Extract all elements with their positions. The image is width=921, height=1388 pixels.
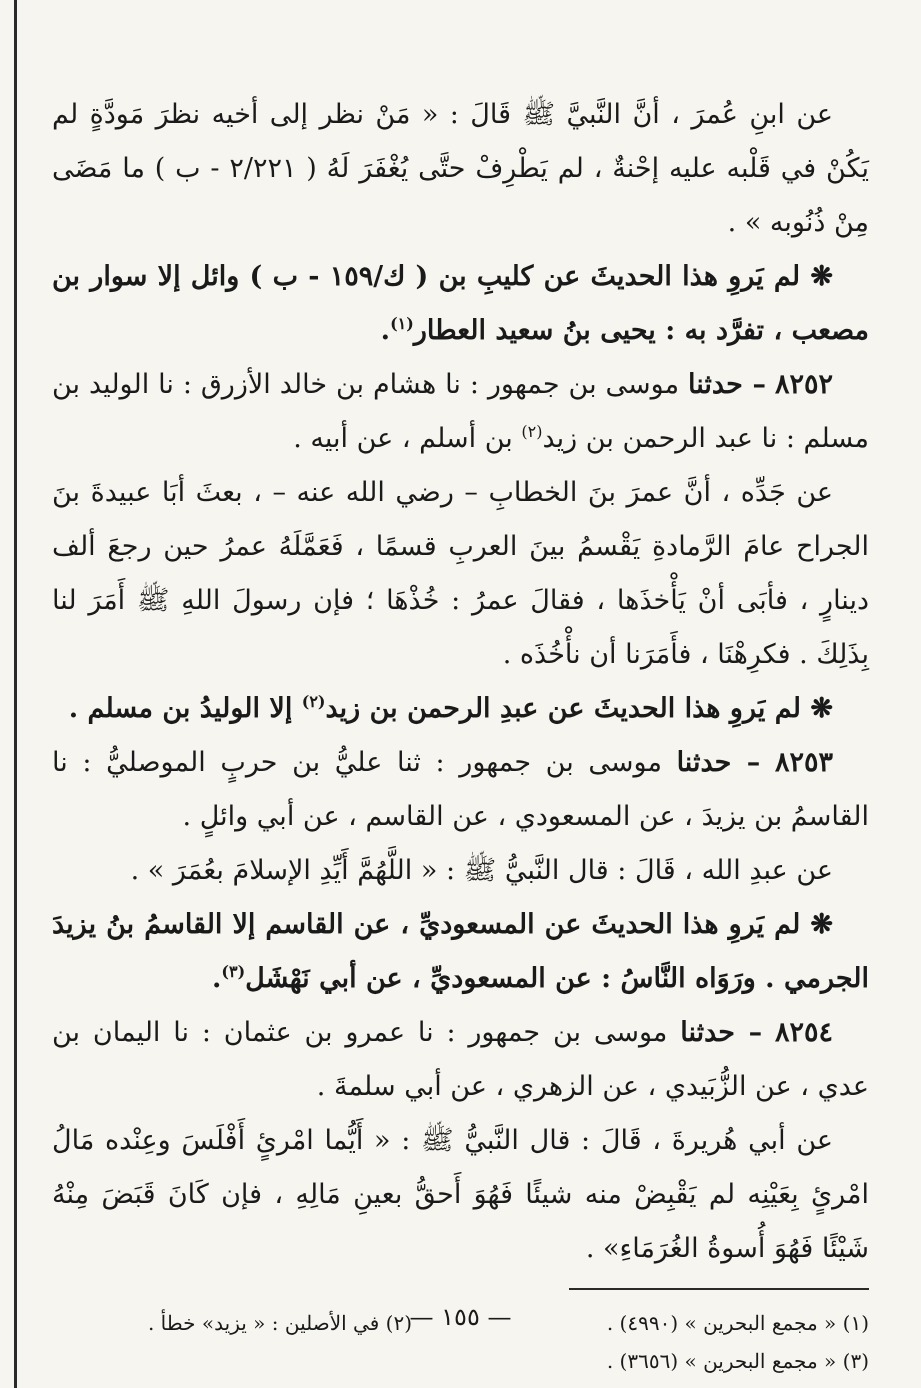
paragraph-commentary: ❋ لم يَروِ هذا الحديثَ عن عبدِ الرحمن بن زيد$^{(٢)}$ إلا الوليدُ بن مسلم . — [68, 692, 833, 724]
footnote-separator — [569, 1288, 869, 1290]
paragraph-hadith-text: عن جَدِّه ، أنَّ عمرَ بنَ الخطابِ – رضي الله عنه – ، بعثَ أبَا عبيدةَ بنَ الجراح عامَ الرَّمادةِ يَقْسمُ بينَ العربِ قسمًا ، فَعَمَّلَهُ عمرُ حين رجعَ ألف دينارٍ ، فأبَى أنْ يَأْخذَها ، فقالَ عمرُ : خُذْهَا ؛ فإن رسولَ اللهِ ﷺ أَمَرَ لنا بِذَلِكَ . فكرِهْنَا ، فأَمَرَنا أن نأْخُذَه . — [52, 477, 869, 670]
footnote-ref: (٢) — [301, 692, 326, 711]
paragraph-commentary: ❋ لم يَروِ هذا الحديثَ عن المسعوديِّ ، عن القاسم إلا القاسمُ بنُ يزيدَ الجرمي . ورَوَاه النَّاسُ : عن المسعوديِّ ، عن أبي نَهْشَل$^{(٣)}$. — [52, 909, 869, 994]
footnote-row — [52, 1342, 869, 1380]
chain-lead: حدثنا — [680, 1017, 735, 1048]
page-number: — ١٥٥ — — [409, 1303, 512, 1331]
paragraph-hadith-text: عن أبي هُريرةَ ، قَالَ : قال النَّبيُّ ﷺ : « أَيُّما امْرئٍ أَفْلَسَ وعِنْده مَالُ امْرئٍ بِعَيْنِه لم يَقْبِضْ منه شيئًا فَهُوَ أَحقُّ بعينِ مَالِهِ ، فإن كَانَ قَبَضَ مِنْهُ شَيْئًا فَهُوَ أُسوةُ الغُرَمَاءِ» . — [52, 1125, 869, 1264]
paragraph-hadith-text: عن عبدِ الله ، قَالَ : قال النَّبيُّ ﷺ : « اللَّهُمَّ أَيِّدِ الإسلامَ بعُمَرَ » . — [130, 855, 833, 886]
paragraph-hadith-chain: ٨٢٥٤ – حدثنا موسى بن جمهور : نا عمرو بن عثمان : نا اليمان بن عدي ، عن الزُّبَيدي ، عن الزهري ، عن أبي سلمةَ . — [52, 1017, 869, 1102]
paragraph-hadith-text: عن ابنِ عُمرَ ، أنَّ النَّبيَّ ﷺ قَالَ : « مَنْ نظر إلى أخيه نظرَ مَودَّةٍ لم يَكُنْ في قَلْبه عليه إحْنةٌ ، لم يَطْرِفْ حتَّى يُغْفَرَ لَهُ ( ٢/٢٢١ - ب ) ما مَضَى مِنْ ذُنُوبه » . — [52, 99, 869, 238]
page-edge-line — [14, 0, 17, 1388]
footnote-1: (١) « مجمع البحرين » (٤٩٩٠) . — [606, 1311, 869, 1335]
paragraph-hadith-chain: ٨٢٥٢ – حدثنا موسى بن جمهور : نا هشام بن خالد الأزرق : نا الوليد بن مسلم : نا عبد الرحمن بن زيد$^{(٢)}$ بن أسلم ، عن أبيه . — [52, 369, 869, 454]
paragraph-hadith-chain: ٨٢٥٣ – حدثنا موسى بن جمهور : ثنا عليُّ بن حربٍ الموصليُّ : نا القاسمُ بن يزيدَ ، عن المسعودي ، عن القاسم ، عن أبي وائلٍ . — [52, 747, 869, 832]
paragraph-commentary: ❋ لم يَروِ هذا الحديثَ عن كليبِ بن ( ك/١٥٩ - ب ) وائل إلا سوار بن مصعب ، تفرَّد به : يحيى بنُ سعيد العطار$^{(١)}$. — [52, 261, 869, 346]
hadith-number: ٨٢٥٢ — [774, 369, 833, 400]
chain-lead: حدثنا — [688, 369, 743, 400]
chain-lead: حدثنا — [676, 747, 732, 778]
footnotes-section — [52, 1288, 869, 1380]
footnote-2: (٢) في الأصلين : « يزيد» خطأ . — [147, 1311, 412, 1335]
footnote-ref: (٢) — [521, 422, 543, 441]
page-body — [52, 88, 869, 1380]
footnote-ref: (١) — [390, 314, 414, 333]
footnote-3: (٣) « مجمع البحرين » (٣٦٥٦) . — [606, 1349, 869, 1373]
hadith-number: ٨٢٥٣ — [774, 747, 833, 778]
hadith-number: ٨٢٥٤ — [774, 1017, 833, 1048]
footnote-ref: (٣) — [221, 962, 246, 981]
